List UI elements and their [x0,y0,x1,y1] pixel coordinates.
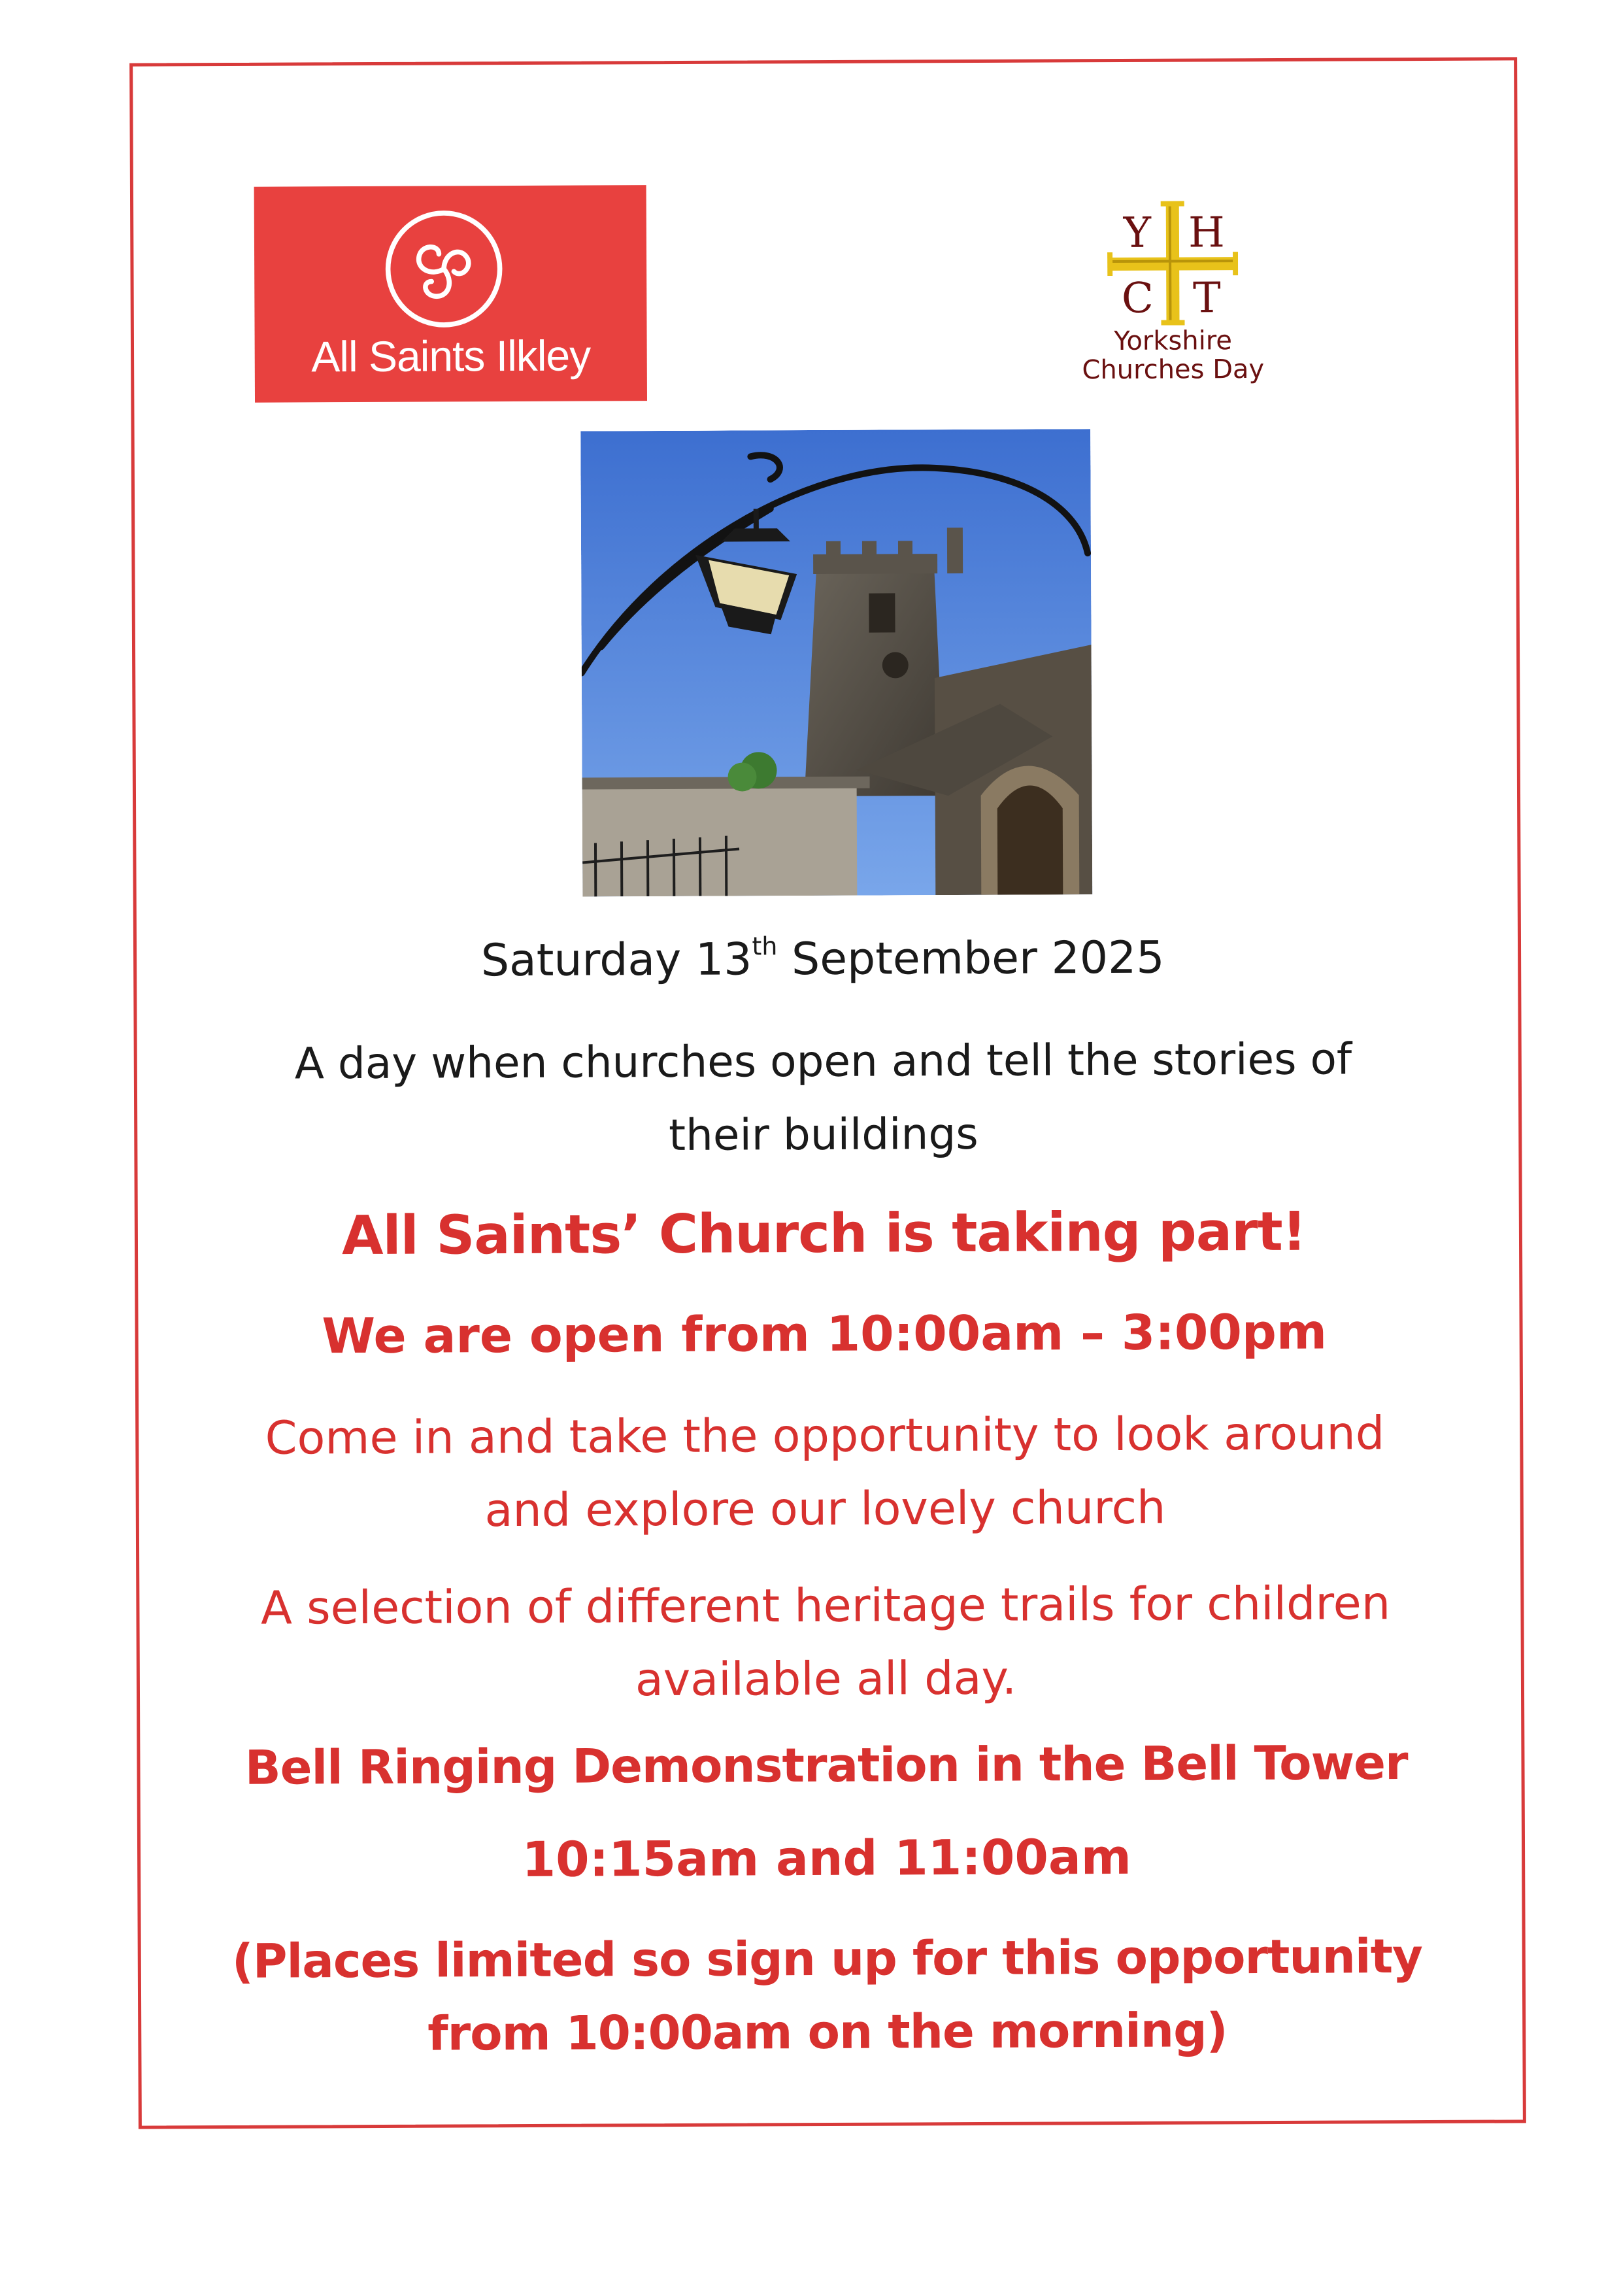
trails-line-1: A selection of different heritage trails for children [172,1566,1479,1646]
church-tower-with-lantern-photo [580,429,1092,896]
triskele-icon [382,207,507,331]
event-date [169,931,1477,988]
intro-line-2: their buildings [170,1096,1477,1175]
places-line-1: (Places limited so sign up for this opportunity [173,1919,1480,1999]
all-saints-logo-text: All Saints Ilkley [255,330,647,382]
places-limited-note [173,1919,1481,2072]
all-saints-ilkley-logo [254,185,647,403]
yhct-line1: Yorkshire [1056,326,1291,356]
taking-part-heading: All Saints’ Church is taking part! [170,1200,1477,1268]
date-rest: September 2025 [777,932,1164,986]
heritage-trails-paragraph [172,1566,1480,1719]
yhct-letter-c: C [1122,275,1154,323]
come-line-1: Come in and take the opportunity to look around [171,1396,1479,1476]
bell-ringing-heading: Bell Ringing Demonstration in the Bell Tower [173,1735,1480,1796]
come-line-2: and explore our lovely church [171,1470,1479,1549]
trails-line-2: available all day. [172,1640,1479,1719]
come-in-paragraph [171,1396,1479,1549]
event-intro [169,1022,1477,1175]
church-photo [580,429,1092,896]
yhct-cross-icon [1107,201,1239,326]
date-ordinal: th [752,932,777,960]
bell-ringing-times: 10:15am and 11:00am [173,1828,1480,1890]
yhct-letter-h: H [1188,209,1225,257]
places-line-2: from 10:00am on the morning) [174,1993,1481,2072]
yorkshire-churches-day-logo [1055,201,1291,392]
yhct-line2: Churches Day [1056,355,1291,385]
yhct-letter-t: T [1193,274,1221,322]
intro-line-1: A day when churches open and tell the stories of [169,1022,1477,1102]
opening-hours: We are open from 10:00am – 3:00pm [171,1304,1478,1366]
yhct-letter-y: Y [1123,209,1152,258]
date-prefix: Saturday 13 [481,934,752,987]
